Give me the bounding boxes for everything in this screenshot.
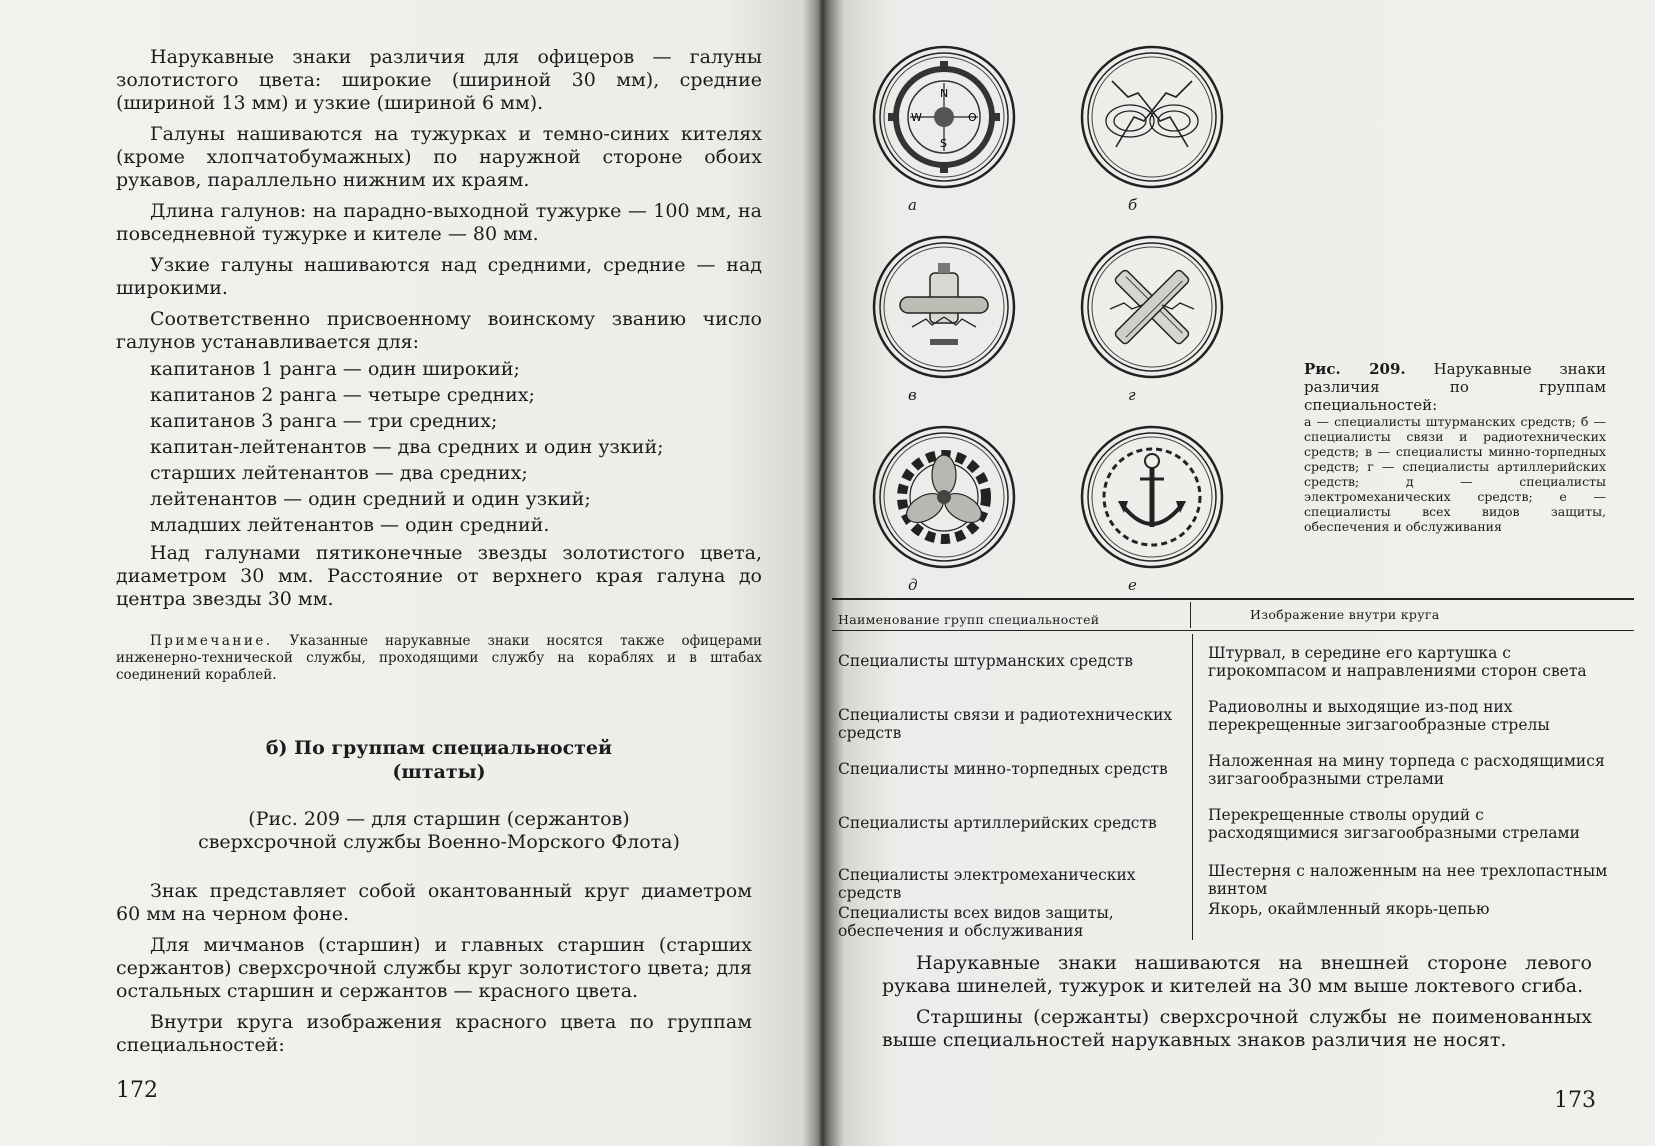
table-header-groups: Наименование групп специальностей bbox=[838, 612, 1100, 627]
note-label: Примечание. bbox=[150, 633, 273, 649]
table-cell: Специалисты связи и радиотехнических средств bbox=[838, 706, 1173, 742]
rank-item: капитанов 2 ранга — четыре средних; bbox=[150, 384, 535, 406]
artillery-badge-icon bbox=[1082, 237, 1222, 377]
rank-item: капитанов 3 ранга — три средних; bbox=[150, 410, 498, 432]
badge-label-d: д bbox=[908, 576, 918, 594]
badge-label-v: в bbox=[908, 386, 917, 404]
table-header-divider bbox=[1190, 602, 1191, 628]
section-heading bbox=[116, 736, 762, 854]
badge-label-g: г bbox=[1128, 386, 1136, 404]
table-cell: Специалисты электромеханических средств bbox=[838, 866, 1136, 902]
paragraph-sleeve: Нарукавные знаки нашиваются на внешней стороне левого рукава шинелей, тужурок и кителей на 30 мм выше локтевого сгиба. bbox=[882, 952, 1592, 997]
compass-w-label: W bbox=[911, 111, 922, 124]
section-subtitle: (штаты) bbox=[392, 761, 486, 783]
table-row-image bbox=[1208, 752, 1618, 788]
table-row-image bbox=[1208, 806, 1618, 842]
table-cell: Радиоволны и выходящие из-под них перекрещенные зигзагообразные стрелы bbox=[1208, 698, 1550, 734]
paragraph-stars: Над галунами пятиконечные звезды золотистого цвета, диаметром 30 мм. Расстояние от верхнего края галуна до центра звезды 30 мм. bbox=[116, 542, 762, 610]
figure-caption-title: Нарукавные знаки различия по группам специальностей: bbox=[1304, 360, 1606, 414]
table-row-group bbox=[838, 904, 1178, 940]
table-row-image bbox=[1208, 862, 1618, 898]
paragraph-badge: Знак представляет собой окантованный круг диаметром 60 мм на черном фоне. bbox=[116, 880, 752, 925]
table-cell: Специалисты артиллерийских средств bbox=[838, 814, 1157, 832]
table-cell: Специалисты минно-торпедных средств bbox=[838, 760, 1168, 778]
badge-label-e: е bbox=[1128, 576, 1137, 594]
table-cell: Специалисты всех видов защиты, обеспечения и обслуживания bbox=[838, 904, 1114, 940]
rank-list bbox=[150, 356, 762, 538]
right-closing-text bbox=[882, 952, 1592, 1052]
paragraph-length: Длина галунов: на парадно-выходной тужурке — 100 мм, на повседневной тужурке и кителе — 80 мм. bbox=[116, 200, 762, 245]
section-title: б) По группам специальностей bbox=[265, 737, 613, 759]
table-cell: Шестерня с наложенным на нее трехлопастным винтом bbox=[1208, 862, 1608, 898]
figure-caption bbox=[1304, 360, 1606, 414]
compass-o-label: O bbox=[968, 111, 977, 124]
table-header-image: Изображение внутри круга bbox=[1250, 607, 1440, 622]
figure-reference-line2: сверхсрочной службы Военно-Морского Флота) bbox=[198, 831, 680, 853]
badge-label-b: б bbox=[1128, 196, 1138, 214]
left-bottom-text bbox=[116, 880, 752, 1057]
figure-caption-number: Рис. 209. bbox=[1304, 360, 1406, 378]
rank-item: старших лейтенантов — два средних; bbox=[150, 462, 528, 484]
table-row-image bbox=[1208, 900, 1618, 918]
left-page bbox=[0, 0, 800, 1146]
table-row-group bbox=[838, 866, 1178, 902]
rank-item: капитан-лейтенантов — два средних и один узкий; bbox=[150, 436, 664, 458]
badge-label-a: а bbox=[908, 196, 917, 214]
table-cell: Специалисты штурманских средств bbox=[838, 652, 1133, 670]
paragraph-count: Соответственно присвоенному воинскому званию число галунов устанавливается для: bbox=[116, 308, 762, 353]
table-row-image bbox=[1208, 644, 1618, 680]
radio-badge-icon bbox=[1082, 47, 1222, 187]
page-number-left: 172 bbox=[116, 1078, 158, 1103]
note-text: Указанные нарукавные знаки носятся также офицерами инженерно-технической службы, проходящими службу на кораблях и в штабах соединений кораблей. bbox=[116, 633, 762, 683]
table-header-rule bbox=[832, 630, 1634, 631]
paragraph-galloons: Нарукавные знаки различия для офицеров — галуны золотистого цвета: широкие (шириной 30 мм), средние (шириной 13 мм) и узкие (шириной 6 мм). bbox=[116, 46, 762, 114]
paragraph-not-worn: Старшины (сержанты) сверхсрочной службы не поименованных выше специальностей нарукавных знаков различия не носят. bbox=[882, 1006, 1592, 1051]
table-row-group bbox=[838, 814, 1178, 832]
electromechanical-badge-icon bbox=[874, 427, 1014, 567]
table-cell: Наложенная на мину торпеда с расходящимися зигзагообразными стрелами bbox=[1208, 752, 1605, 788]
table-row-image bbox=[1208, 698, 1618, 734]
table-row-group bbox=[838, 706, 1178, 742]
left-text-block bbox=[116, 46, 762, 684]
figure-reference-line1: (Рис. 209 — для старшин (сержантов) bbox=[248, 808, 630, 830]
table-cell: Перекрещенные стволы орудий с расходящимися зигзагообразными стрелами bbox=[1208, 806, 1580, 842]
compass-n-label: N bbox=[940, 87, 949, 100]
paragraph-inside: Внутри круга изображения красного цвета по группам специальностей: bbox=[116, 1011, 752, 1056]
rank-item: капитанов 1 ранга — один широкий; bbox=[150, 358, 520, 380]
figure-caption-detail: а — специалисты штурманских средств; б — специалисты связи и радиотехнических средств; в — специалисты минно-торпедных средств; г — специалисты артиллерийских средств; д — специалисты электромеханических средств; е — специалисты всех видов защиты, обеспечения и обслуживания bbox=[1304, 414, 1606, 534]
paragraph-colors: Для мичманов (старшин) и главных старшин (старших сержантов) сверхсрочной службы круг золотистого цвета; для остальных старшин и сержантов — красного цвета. bbox=[116, 934, 752, 1002]
table-column-divider bbox=[1192, 634, 1193, 940]
note bbox=[116, 633, 762, 684]
anchor-badge-icon bbox=[1082, 427, 1222, 567]
torpedo-badge-icon bbox=[874, 237, 1014, 377]
rank-item: лейтенантов — один средний и один узкий; bbox=[150, 488, 591, 510]
rank-item: младших лейтенантов — один средний. bbox=[150, 514, 550, 536]
table-cell: Штурвал, в середине его картушка с гирокомпасом и направлениями сторон света bbox=[1208, 644, 1587, 680]
right-page bbox=[820, 0, 1655, 1146]
table-row-group bbox=[838, 652, 1178, 670]
table-row-group bbox=[838, 760, 1178, 778]
page-number-right: 173 bbox=[1554, 1088, 1596, 1113]
compass-s-label: S bbox=[940, 137, 947, 150]
table-cell: Якорь, окаймленный якорь-цепью bbox=[1208, 900, 1490, 918]
table-top-rule bbox=[832, 598, 1634, 600]
paragraph-sewing: Галуны нашиваются на тужурках и темно-синих кителях (кроме хлопчатобумажных) по наружной стороне обоих рукавов, параллельно нижним их краям. bbox=[116, 123, 762, 191]
navigation-badge-icon bbox=[874, 47, 1014, 187]
paragraph-order: Узкие галуны нашиваются над средними, средние — над широкими. bbox=[116, 254, 762, 299]
